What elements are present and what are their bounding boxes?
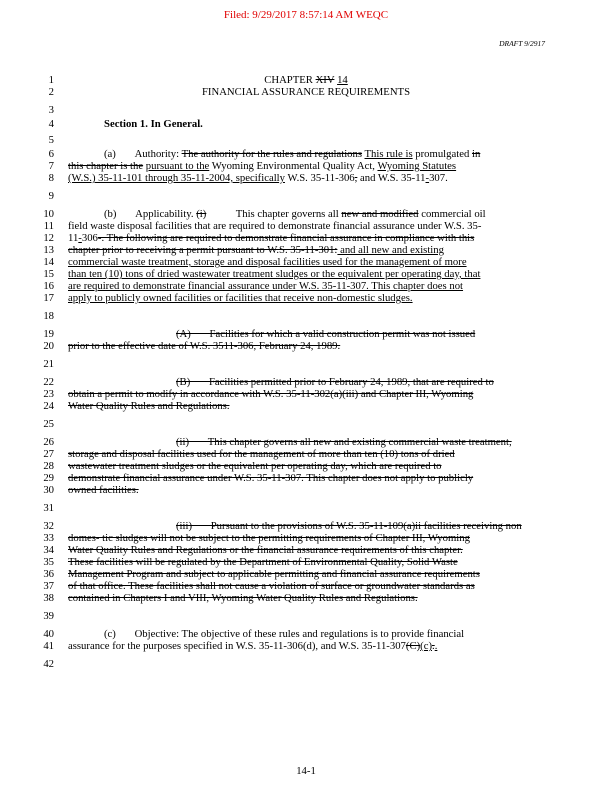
line-text [68,592,418,604]
line-text [68,532,470,544]
line-30 [0,484,612,496]
line-text [68,568,480,580]
line-number: 26 [43,436,54,448]
line-14 [0,256,612,268]
line-29 [0,472,612,484]
line-number: 12 [43,232,54,244]
line-number: 20 [43,340,54,352]
line-38 [0,592,612,604]
text: assurance for the purposes specified in W.S. 35-11-306(d), and W.S. 35-11-307 [68,640,406,652]
line-number: 14 [43,256,54,268]
inserted-text: - [425,172,430,184]
text: W.S. 35-11-306 [284,172,355,184]
inserted-text: commercial waste treatment, storage and disposal facilities used for the management of more [68,256,467,268]
line-23 [0,388,612,400]
line-3 [0,104,612,116]
line-number: 1 [48,74,54,86]
text: (b) Applicability. [104,208,197,220]
section-heading: Section 1. In General. [104,118,203,130]
chapter-title [68,74,544,86]
line-text [68,400,230,412]
inserted-text: Wyoming Statutes [377,160,457,172]
line-9 [0,190,612,202]
line-number: 18 [43,310,54,322]
line-text [68,340,340,352]
line-text [68,232,474,244]
deleted-text: chapter prior to receiving a permit pursuant to W.S. 35-11-301: [68,244,338,256]
line-number: 41 [43,640,54,652]
inserted-text: pursuant to the [145,160,210,172]
line-text [68,280,463,292]
deleted-text: Management Program and subject to applicable permitting and financial assurance requirements [68,568,480,580]
line-27 [0,448,612,460]
line-text [176,436,512,448]
text: This chapter governs all [206,208,342,220]
inserted-text: This rule is [364,148,413,160]
line-text [68,388,473,400]
line-5 [0,134,612,146]
line-19 [0,328,612,340]
line-42 [0,658,612,670]
line-number: 16 [43,280,54,292]
line-7 [0,160,612,172]
deleted-text: (B) Facilities permitted prior to February 24, 1989, that are required to [176,376,494,388]
line-41 [0,640,612,652]
deleted-text: new and modified [341,208,419,220]
line-text [68,556,458,568]
line-number: 38 [43,592,54,604]
line-number: 11 [43,220,54,232]
line-28 [0,460,612,472]
line-text [176,520,522,532]
line-text: (c) Objective: The objective of these rules and regulations is to provide financial [104,628,465,640]
line-text [104,148,480,160]
deleted-text: (iii) Pursuant to the provisions of W.S. 35-11-109(a)ii facilities receiving non [176,520,522,532]
deleted-text: Water Quality Rules and Regulations. [68,400,230,412]
line-number: 19 [43,328,54,340]
filed-stamp: Filed: 9/29/2017 8:57:14 AM WEQC [223,9,389,21]
line-text [68,460,442,472]
deleted-text: (i) [196,208,207,220]
line-number: 35 [43,556,54,568]
line-number: 9 [48,190,54,202]
inserted-text: 14 [337,74,348,86]
line-24 [0,400,612,412]
line-number: 32 [43,520,54,532]
line-37 [0,580,612,592]
line-text [68,472,473,484]
line-number: 6 [48,148,54,160]
line-text [68,640,437,652]
line-number: 27 [43,448,54,460]
line-number: 28 [43,460,54,472]
text: Wyoming Environmental Quality Act, [209,160,378,172]
inserted-text: . [434,640,438,652]
line-text [68,172,448,184]
line-number: 24 [43,400,54,412]
line-number: 15 [43,268,54,280]
line-number: 33 [43,532,54,544]
line-number: 4 [48,118,54,130]
line-36 [0,568,612,580]
text: (a) Authority: [104,148,182,160]
line-number: 2 [48,86,54,98]
line-18 [0,310,612,322]
line-number: 37 [43,580,54,592]
line-4 [0,118,612,130]
deleted-text: domes- tic sludges will not be subject to the permitting requirements of Chapter III, Wyoming [68,532,470,544]
line-number: 39 [43,610,54,622]
page-number: 14-1 [296,765,316,777]
deleted-text: storage and disposal facilities used for the management of more than ten (10) tons of dried [68,448,455,460]
line-text [104,208,486,220]
deleted-text: demonstrate financial assurance under W.S. 35-11-307. This chapter does not apply to publicly [68,472,474,484]
line-number: 17 [43,292,54,304]
deleted-text: in [471,148,481,160]
line-11 [0,220,612,232]
deleted-text: These facilities will be regulated by the Department of Environmental Quality, Solid Waste [68,556,458,568]
inserted-text: are required to demonstrate financial assurance under W.S. 35-11-307. This chapter does not [68,280,464,292]
text: promulgated [412,148,472,160]
line-number: 31 [43,502,54,514]
line-number: 25 [43,418,54,430]
line-31 [0,502,612,514]
line-17 [0,292,612,304]
line-number: 23 [43,388,54,400]
line-text [68,544,463,556]
line-text [68,256,467,268]
deleted-text: The authority for the rules and regulations [181,148,363,160]
draft-date: DRAFT 9/2917 [499,39,545,48]
line-2 [0,86,612,98]
line-10 [0,208,612,220]
line-text [68,292,413,304]
line-15 [0,268,612,280]
line-number: 22 [43,376,54,388]
inserted-text: (c) [420,640,433,652]
line-39 [0,610,612,622]
line-25 [0,418,612,430]
line-20 [0,340,612,352]
deleted-text: owned facilities. [68,484,139,496]
line-21 [0,358,612,370]
text: and W.S. 35-11 [357,172,426,184]
text: commercial oil [418,208,486,220]
line-text [68,160,456,172]
deleted-text: wastewater treatment sludges or the equivalent per operating day, which are required to [68,460,442,472]
line-text [68,244,444,256]
line-12 [0,232,612,244]
line-number: 10 [43,208,54,220]
line-1 [0,74,612,86]
deleted-text: this chapter is the [68,160,144,172]
line-number: 21 [43,358,54,370]
line-33 [0,532,612,544]
line-number: 40 [43,628,54,640]
line-text [176,328,475,340]
line-text [68,268,480,280]
line-number: 13 [43,244,54,256]
deleted-text: XIV [315,74,335,86]
line-16 [0,280,612,292]
chapter-heading: FINANCIAL ASSURANCE REQUIREMENTS [201,86,411,98]
line-number: 34 [43,544,54,556]
line-13 [0,244,612,256]
text: 11 [68,232,79,244]
chapter-label: CHAPTER [264,74,316,86]
inserted-text: (W.S.) 35-11-101 through 35-11-2004, specifically [68,172,285,184]
line-number: 7 [48,160,54,172]
deleted-text: obtain a permit to modify in accordance with W.S. 35-11-302(a)(iii) and Chapter III, Wyoming [68,388,474,400]
deleted-text: (A) Facilities for which a valid construction permit was not issued [176,328,476,340]
line-text [176,376,494,388]
line-number: 5 [48,134,54,146]
line-number: 3 [48,104,54,116]
line-8 [0,172,612,184]
line-text [68,580,475,592]
line-32 [0,520,612,532]
deleted-text: (C) [405,640,421,652]
deleted-text: Water Quality Rules and Regulations or the financial assurance requirements of this chapter. [68,544,463,556]
deleted-text: -. The following are required to demonstrate financial assurance in compliance with this [97,232,475,244]
line-40 [0,628,612,640]
line-number: 29 [43,472,54,484]
line-34 [0,544,612,556]
line-22 [0,376,612,388]
line-text [68,484,139,496]
deleted-text: contained in Chapters I and VIII, Wyoming Water Quality Rules and Regulations. [68,592,418,604]
text: 307. [429,172,448,184]
line-text [68,448,455,460]
line-number: 30 [43,484,54,496]
text: 306 [81,232,98,244]
line-26 [0,436,612,448]
line-number: 42 [43,658,54,670]
deleted-text: of that office. These facilities shall not cause a violation of surface or groundwater standards as [68,580,475,592]
deleted-text: (ii) This chapter governs all new and existing commercial waste treatment, [176,436,512,448]
inserted-text: and all new and existing [337,244,444,256]
deleted-text: . [432,640,435,652]
deleted-text: prior to the effective date of W.S. 3511-306, February 24, 1989. [68,340,341,352]
line-number: 8 [48,172,54,184]
inserted-text: than ten (10) tons of dried wastewater treatment sludges or the equivalent per operating day, that [68,268,481,280]
line-35 [0,556,612,568]
line-text: field waste disposal facilities that are required to demonstrate financial assurance under W.S. 35- [68,220,482,232]
inserted-text: apply to publicly owned facilities or facilities that receive non-domestic sludges. [68,292,413,304]
line-6 [0,148,612,160]
deleted-text: , [354,172,358,184]
line-number: 36 [43,568,54,580]
inserted-text: - [78,232,82,244]
